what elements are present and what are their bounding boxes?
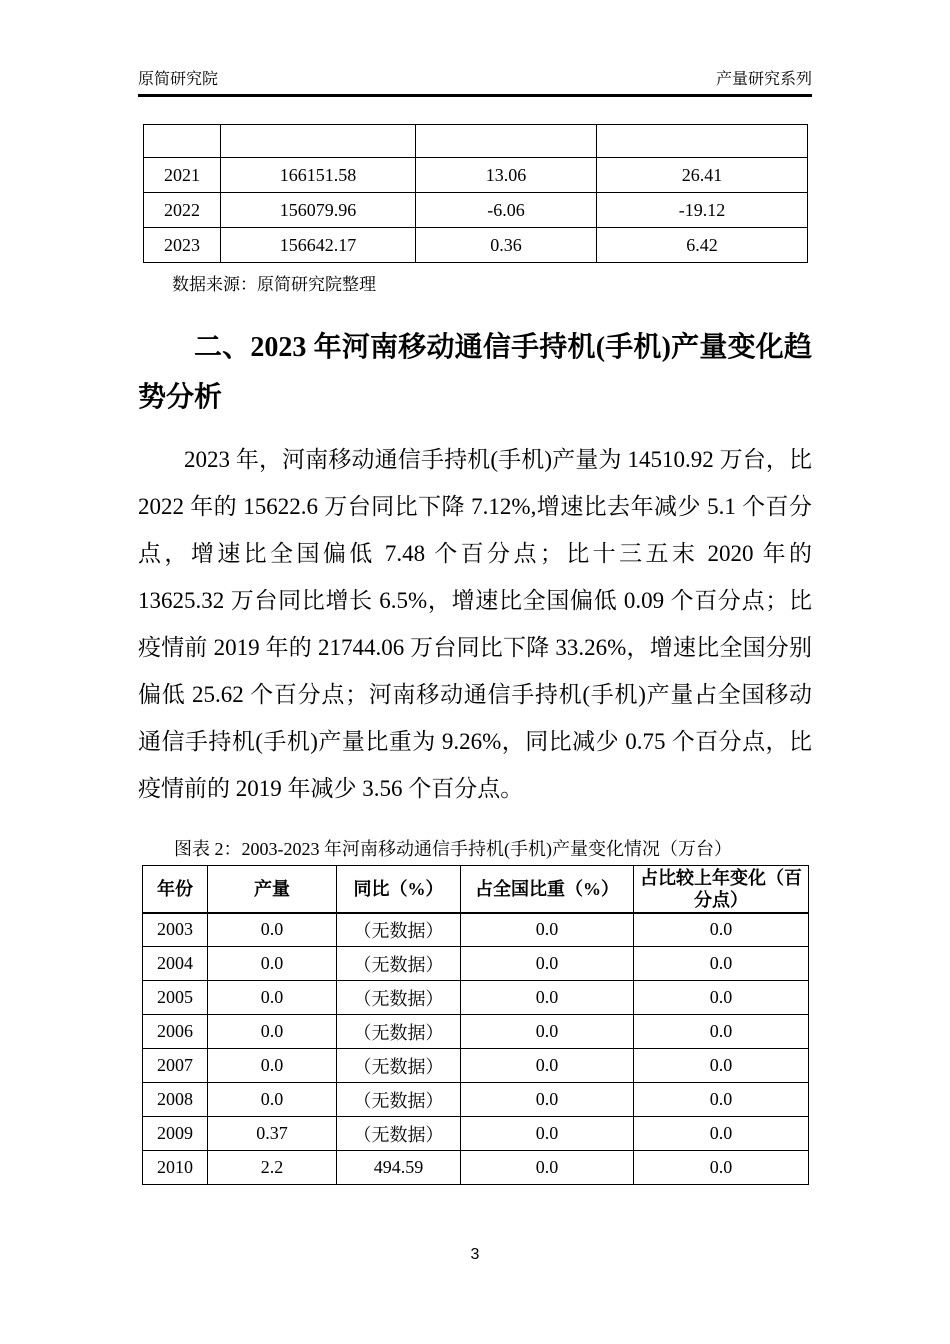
table-cell: 2009 [143,1117,208,1151]
table-cell: 2022 [144,193,221,228]
table-row [144,193,808,228]
table-cell: 2006 [143,1015,208,1049]
table-row [143,1151,809,1185]
table-cell: 0.0 [634,913,809,947]
table-cell: 2004 [143,947,208,981]
table-cell: 494.59 [337,1151,461,1185]
table-cell: 26.41 [597,158,808,193]
table-cell: 2021 [144,158,221,193]
table-cell: 0.0 [634,947,809,981]
table-cell: （无数据） [337,1015,461,1049]
table-cell: 0.0 [461,1117,634,1151]
table-cell: 2008 [143,1083,208,1117]
table-cell: 0.0 [461,1049,634,1083]
table-header-cell [144,125,221,158]
table-cell: （无数据） [337,1049,461,1083]
table-cell: 0.0 [461,913,634,947]
table-cell: （无数据） [337,1117,461,1151]
table-cell: 0.0 [634,1015,809,1049]
table-cell: -6.06 [416,193,597,228]
table-row [144,158,808,193]
table-row [143,913,809,947]
page-number: 3 [470,1246,480,1263]
table-row [144,228,808,263]
table-header-cell: 同比（%） [337,866,461,913]
table-cell: 0.0 [208,981,337,1015]
table-cell: -19.12 [597,193,808,228]
table-cell: 0.0 [461,947,634,981]
section-heading: 二、2023 年河南移动通信手持机(手机)产量变化趋势分析 [138,332,812,413]
table-header-cell: 年份 [143,866,208,913]
table-row [143,947,809,981]
table-cell: 0.0 [208,947,337,981]
table-cell: 156079.96 [221,193,416,228]
table-cell: 2005 [143,981,208,1015]
table-cell: 0.36 [416,228,597,263]
table-cell: 2010 [143,1151,208,1185]
table-cell: 2003 [143,913,208,947]
table-header-cell [416,125,597,158]
table-cell: 0.0 [634,981,809,1015]
table-cell: （无数据） [337,947,461,981]
table-cell: 0.0 [634,1049,809,1083]
table-cell: 2.2 [208,1151,337,1185]
table-cell: （无数据） [337,913,461,947]
table-cell: 6.42 [597,228,808,263]
table-header-cell: 占全国比重（%） [461,866,634,913]
table-cell: 0.0 [208,913,337,947]
table-body [144,158,808,263]
table-row [143,1083,809,1117]
table-row [143,1049,809,1083]
table-row [143,1117,809,1151]
table-cell: 13.06 [416,158,597,193]
table-cell: 0.0 [461,1083,634,1117]
table-header-row [143,866,809,913]
table-caption: 图表 2：2003-2023 年河南移动通信手持机(手机)产量变化情况（万台） [174,839,732,859]
table-header-cell: 产量 [208,866,337,913]
table-cell: 156642.17 [221,228,416,263]
table-header-cell [597,125,808,158]
table-cell: 0.0 [461,1015,634,1049]
header-left-text: 原简研究院 [138,71,219,88]
page-header [138,0,812,97]
table-cell: 0.0 [634,1083,809,1117]
table-cell: 0.0 [461,981,634,1015]
table-cell: 2007 [143,1049,208,1083]
table-cell: 0.0 [634,1117,809,1151]
table-cell: 0.0 [634,1151,809,1185]
national-production-table [143,124,808,263]
table-header-row [144,125,808,158]
body-paragraph: 2023 年，河南移动通信手持机(手机)产量为 14510.92 万台，比 2022 年的 15622.6 万台同比下降 7.12%,增速比去年减少 5.1 个百分点，增速比全国偏低 7.48 个百分点；比十三五末 2020 年的 13625.32 万台同比增长 6.5%，增速比全国偏低 0.09 个百分点；比疫情前 2019 年的 21744.06 万台同比下降 33.26%，增速比全国分别偏低 25.62 个百分点；河南移动通信手持机(手机)产量占全国移动通信手持机(手机)产量比重为 9.26%，同比减少 0.75 个百分点，比疫情前的 2019 年减少 3.56 个百分点。 [138,447,812,801]
table-cell: 166151.58 [221,158,416,193]
table-cell: 0.37 [208,1117,337,1151]
data-source-note: 数据来源：原简研究院整理 [172,275,376,294]
table-cell: （无数据） [337,981,461,1015]
table-body [143,913,809,1185]
production-change-table [142,865,809,1185]
table-cell: 0.0 [208,1049,337,1083]
table-cell: 0.0 [461,1151,634,1185]
table-header-cell: 占比较上年变化（百分点） [634,866,809,913]
table-cell: （无数据） [337,1083,461,1117]
table-row [143,1015,809,1049]
table-cell: 2023 [144,228,221,263]
header-right-text: 产量研究系列 [715,71,812,88]
table-cell: 0.0 [208,1083,337,1117]
table-row [143,981,809,1015]
table-cell: 0.0 [208,1015,337,1049]
table-header-cell [221,125,416,158]
